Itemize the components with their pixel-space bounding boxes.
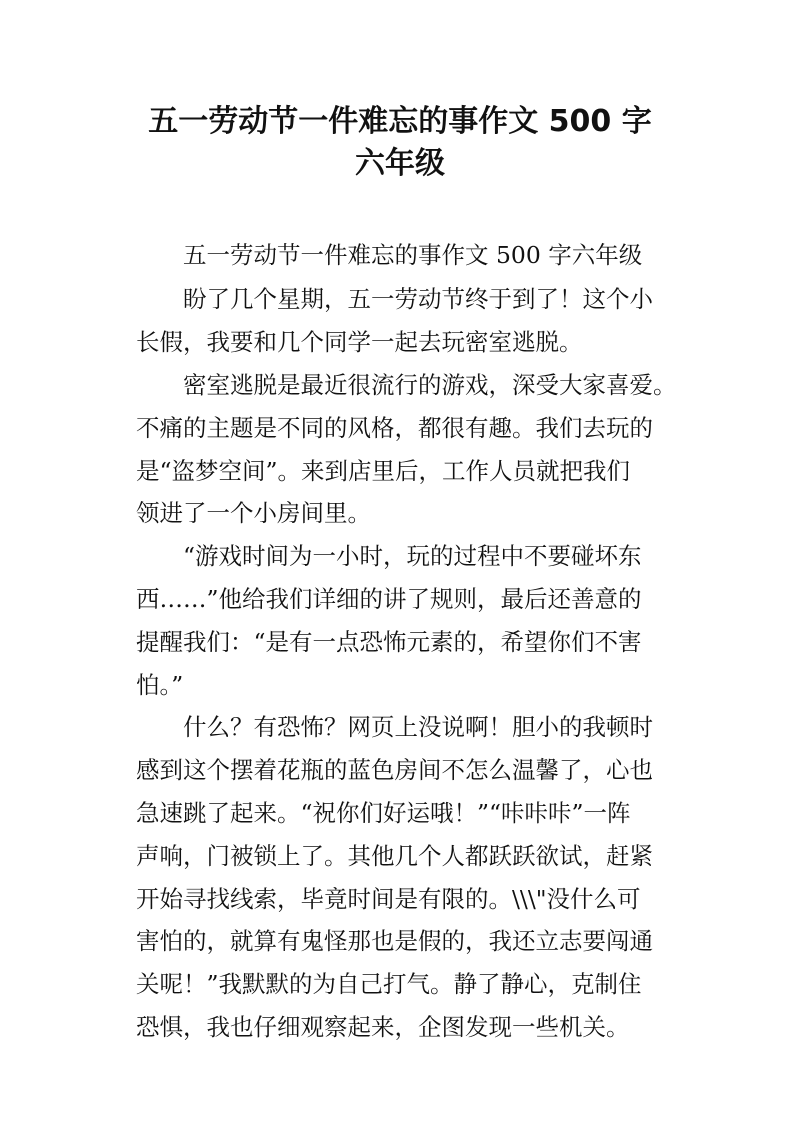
paragraph-line: 开始寻找线索，毕竟时间是有限的。\\\"没什么可 (136, 885, 641, 913)
document-title-line-2: 六年级 (355, 146, 445, 181)
paragraph-line: 关呢！”我默默的为自己打气。静了静心，克制住 (136, 970, 642, 998)
paragraph-line: 害怕的，就算有鬼怪那也是假的，我还立志要闯通 (136, 927, 653, 955)
paragraph-line: 怕。” (136, 671, 184, 699)
paragraph-line: 长假，我要和几个同学一起去玩密室逃脱。 (136, 328, 583, 356)
paragraph-line: 声响，门被锁上了。其他几个人都跃跃欲试，赶紧 (136, 842, 653, 870)
paragraph-line: 感到这个摆着花瓶的蓝色房间不怎么温馨了，心也 (136, 756, 653, 784)
paragraph-line: 不痛的主题是不同的风格，都很有趣。我们去玩的 (136, 414, 653, 442)
paragraph-line: 盼了几个星期，五一劳动节终于到了！这个小 (183, 285, 653, 313)
paragraph-line: 领进了一个小房间里。 (136, 499, 371, 527)
document-title-line-1: 五一劳动节一件难忘的事作文 500 字 (148, 104, 652, 139)
article-heading: 五一劳动节一件难忘的事作文 500 字六年级 (183, 241, 643, 269)
paragraph-line: 密室逃脱是最近很流行的游戏，深受大家喜爱。 (183, 371, 677, 399)
paragraph-line: “游戏时间为一小时，玩的过程中不要碰坏东 (183, 542, 642, 570)
paragraph-line: 西……”他给我们详细的讲了规则，最后还善意的 (136, 585, 642, 613)
paragraph-line: 急速跳了起来。“祝你们好运哦！”“咔咔咔”一阵 (136, 799, 631, 827)
paragraph-line: 什么？有恐怖？网页上没说啊！胆小的我顿时 (183, 713, 653, 741)
paragraph-line: 恐惧，我也仔细观察起来，企图发现一些机关。 (136, 1013, 630, 1041)
paragraph-line: 是“盗梦空间”。来到店里后，工作人员就把我们 (136, 457, 631, 485)
paragraph-line: 提醒我们：“是有一点恐怖元素的，希望你们不害 (136, 628, 642, 656)
